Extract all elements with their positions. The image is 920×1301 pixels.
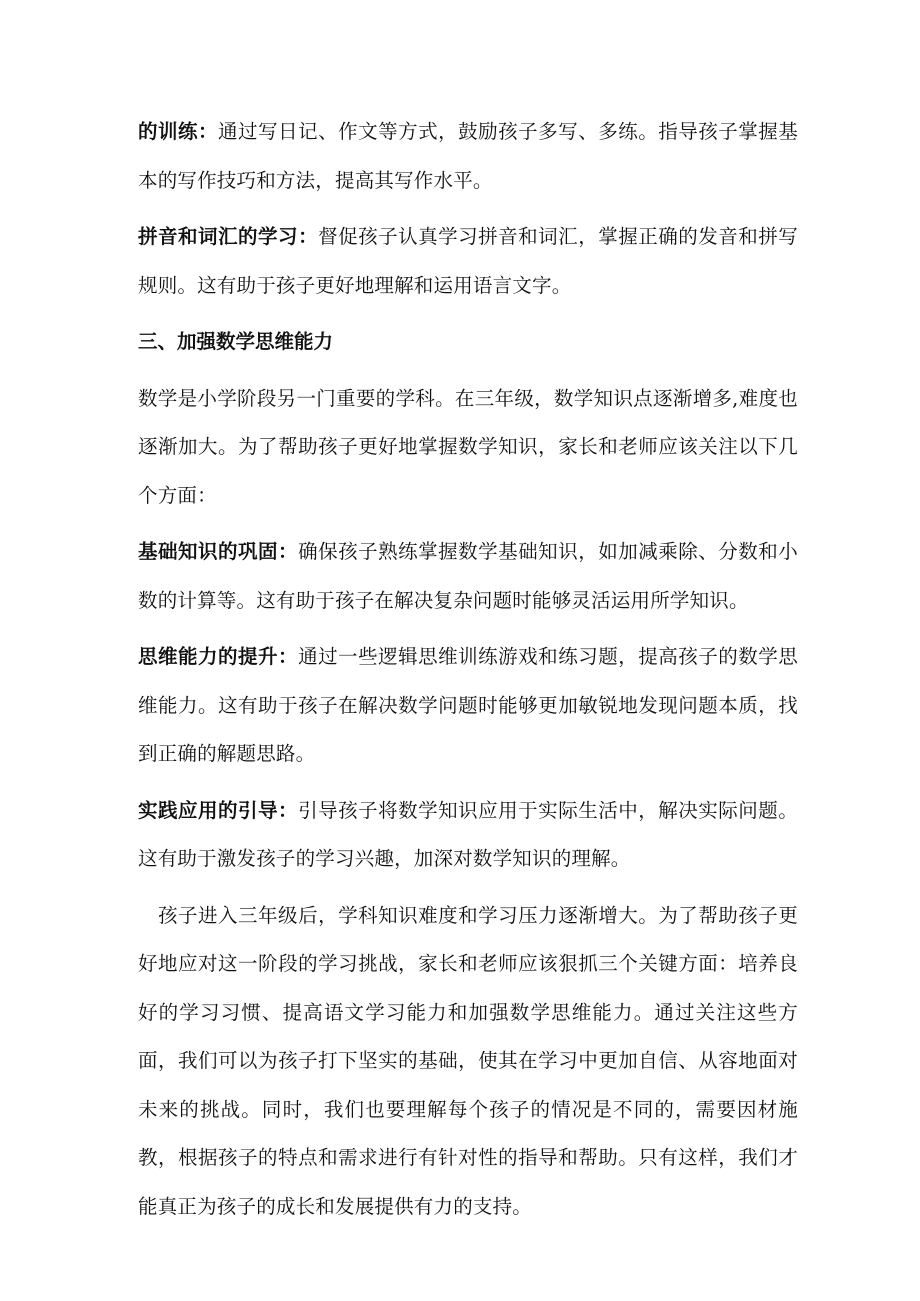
point-lead: 思维能力的提升： bbox=[138, 645, 299, 668]
paragraph-text: 督促孩子认真学习拼音和词汇，掌握正确的发音和拼写规则。这有助于孩子更好地理解和运用语言文字。 bbox=[138, 225, 798, 297]
paragraph-text: 通过写日记、作文等方式，鼓励孩子多写、多练。指导孩子掌握基本的写作技巧和方法，提高其写作水平。 bbox=[138, 120, 798, 192]
point-lead: 实践应用的引导： bbox=[138, 798, 299, 822]
conclusion-paragraph: 孩子进入三年级后，学科知识难度和学习压力逐渐增大。为了帮助孩子更好地应对这一阶段的学习挑战，家长和老师应该狠抓三个关键方面：培养良好的学习习惯、提高语文学习能力和加强数学思维能力。通过关注这些方面，我们可以为孩子打下坚实的基础，使其在学习中更加自信、从容地面对未来的挑战。同时，我们也要理解每个孩子的情况是不同的，需要因材施教，根据孩子的特点和需求进行有针对性的指导和帮助。只有这样，我们才能真正为孩子的成长和发展提供有力的支持。 bbox=[138, 903, 798, 1218]
point-lead: 基础知识的巩固： bbox=[138, 540, 299, 563]
paragraph-pinyin-vocab bbox=[138, 213, 798, 310]
point-text: 通过一些逻辑思维训练游戏和练习题，提高孩子的数学思维能力。这有助于孩子在解决数学问题时能够更加敏锐地发现问题本质，找到正确的解题思路。 bbox=[138, 645, 798, 765]
paragraph-lead: 拼音和词汇的学习： bbox=[138, 225, 319, 248]
section-intro: 数学是小学阶段另一门重要的学科。在三年级，数学知识点逐渐增多,难度也逐渐加大。为了帮助孩子更好地掌握数学知识，家长和老师应该关注以下几个方面： bbox=[138, 386, 798, 507]
point-basic-knowledge bbox=[138, 528, 798, 625]
paragraph-lead: 的训练： bbox=[138, 120, 219, 143]
paragraph-writing-training bbox=[138, 108, 798, 205]
document-page bbox=[138, 108, 798, 1239]
point-thinking-ability bbox=[138, 633, 798, 779]
point-text: 确保孩子熟练掌握数学基础知识，如加减乘除、分数和小数的计算等。这有助于孩子在解决复杂问题时能够灵活运用所学知识。 bbox=[138, 540, 798, 612]
point-text: 引导孩子将数学知识应用于实际生活中，解决实际问题。这有助于激发孩子的学习兴趣，加深对数学知识的理解。 bbox=[138, 798, 798, 870]
point-practical-application bbox=[138, 787, 798, 884]
section-heading: 三、加强数学思维能力 bbox=[138, 330, 334, 353]
